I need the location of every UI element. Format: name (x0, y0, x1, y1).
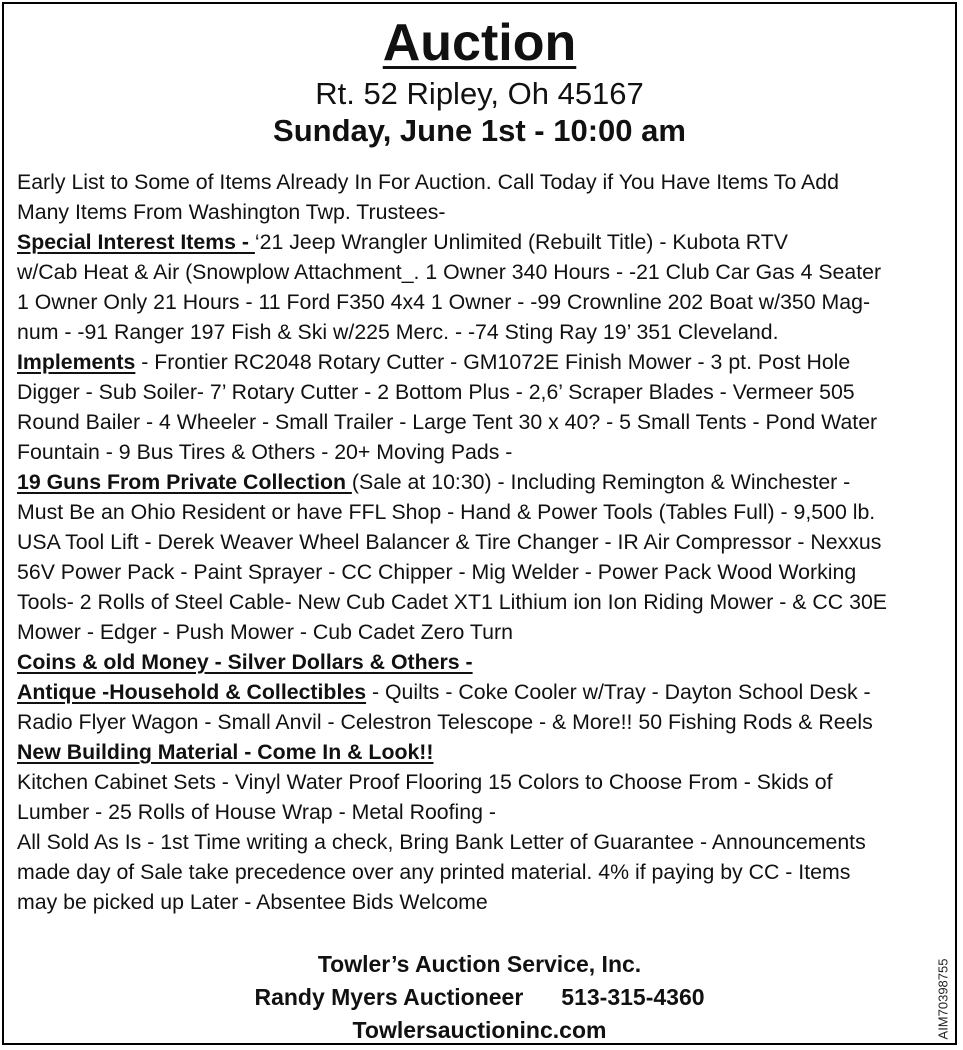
building-heading: New Building Material - Come In & Look!! (17, 740, 434, 764)
special-interest-line: 1 Owner Only 21 Hours - 11 Ford F350 4x4 1 Owner - -99 Crownline 202 Boat w/350 Mag- (17, 290, 871, 314)
building-line: Lumber - 25 Rolls of House Wrap - Metal Roofing - (17, 800, 496, 824)
intro-line: Early List to Some of Items Already In For Auction. Call Today if You Have Items To Add (17, 170, 839, 194)
guns-line: 56V Power Pack - Paint Sprayer - CC Chipper - Mig Welder - Power Pack Wood Working (17, 560, 857, 584)
guns-line: Mower - Edger - Push Mower - Cub Cadet Zero Turn (17, 620, 513, 644)
antique-heading: Antique -Household & Collectibles (17, 680, 367, 704)
special-interest-text: ‘21 Jeep Wrangler Unlimited (Rebuilt Title) - Kubota RTV (254, 230, 788, 254)
auctioneer-line (4, 981, 955, 1014)
implements-line (17, 347, 949, 377)
building-line (17, 737, 949, 767)
website: Towlersauctioninc.com (352, 1017, 607, 1043)
building-line: Kitchen Cabinet Sets - Vinyl Water Proof Flooring 15 Colors to Choose From - Skids of (17, 770, 833, 794)
ad-id: AIM70398755 (935, 958, 951, 1040)
ad-title: Auction (382, 14, 577, 72)
special-interest-heading: Special Interest Items - (17, 230, 255, 254)
implements-text: - Frontier RC2048 Rotary Cutter - GM1072E Finish Mower - 3 pt. Post Hole (135, 350, 851, 374)
ad-footer (4, 948, 955, 1047)
coins-heading: Coins & old Money - Silver Dollars & Others - (17, 650, 473, 674)
ad-address: Rt. 52 Ripley, Oh 45167 (315, 76, 644, 111)
special-interest-line: w/Cab Heat & Air (Snowplow Attachment_. 1 Owner 340 Hours - -21 Club Car Gas 4 Seater (17, 260, 882, 284)
company-name: Towler’s Auction Service, Inc. (317, 951, 642, 977)
intro-line: Many Items From Washington Twp. Trustees- (17, 200, 446, 224)
ad-body (17, 167, 949, 917)
guns-heading: 19 Guns From Private Collection (17, 470, 352, 494)
guns-line: USA Tool Lift - Derek Weaver Wheel Balancer & Tire Changer - IR Air Compressor - Nexxus (17, 530, 882, 554)
antique-line: Radio Flyer Wagon - Small Anvil - Celestron Telescope - & More!! 50 Fishing Rods & Reels (17, 710, 873, 734)
antique-text: - Quilts - Coke Cooler w/Tray - Dayton School Desk - (366, 680, 871, 704)
implements-heading: Implements (17, 350, 136, 374)
guns-line: Tools- 2 Rolls of Steel Cable- New Cub Cadet XT1 Lithium ion Ion Riding Mower - & CC 30E (17, 590, 888, 614)
guns-text: (Sale at 10:30) - Including Remington & Winchester - (351, 470, 851, 494)
special-interest-line: num - -91 Ranger 197 Fish & Ski w/225 Merc. - -74 Sting Ray 19’ 351 Cleveland. (17, 320, 779, 344)
terms-line: made day of Sale take precedence over any printed material. 4% if paying by CC - Items (17, 860, 851, 884)
guns-line (17, 467, 949, 497)
coins-line (17, 647, 949, 677)
auctioneer-name: Randy Myers Auctioneer (254, 984, 524, 1010)
antique-line (17, 677, 949, 707)
special-interest-line (17, 227, 949, 257)
terms-line: All Sold As Is - 1st Time writing a check, Bring Bank Letter of Guarantee - Announcements (17, 830, 866, 854)
implements-line: Digger - Sub Soiler- 7’ Rotary Cutter - 2 Bottom Plus - 2,6’ Scraper Blades - Vermeer 505 (17, 380, 855, 404)
implements-line: Fountain - 9 Bus Tires & Others - 20+ Moving Pads - (17, 440, 513, 464)
auction-ad (2, 2, 957, 1045)
phone-number: 513-315-4360 (561, 984, 705, 1010)
guns-line: Must Be an Ohio Resident or have FFL Shop - Hand & Power Tools (Tables Full) - 9,500 lb. (17, 500, 876, 524)
terms-line: may be picked up Later - Absentee Bids Welcome (17, 890, 488, 914)
implements-line: Round Bailer - 4 Wheeler - Small Trailer - Large Tent 30 x 40? - 5 Small Tents - Pond Water (17, 410, 878, 434)
ad-id-container (934, 950, 952, 1048)
ad-date: Sunday, June 1st - 10:00 am (273, 113, 686, 148)
